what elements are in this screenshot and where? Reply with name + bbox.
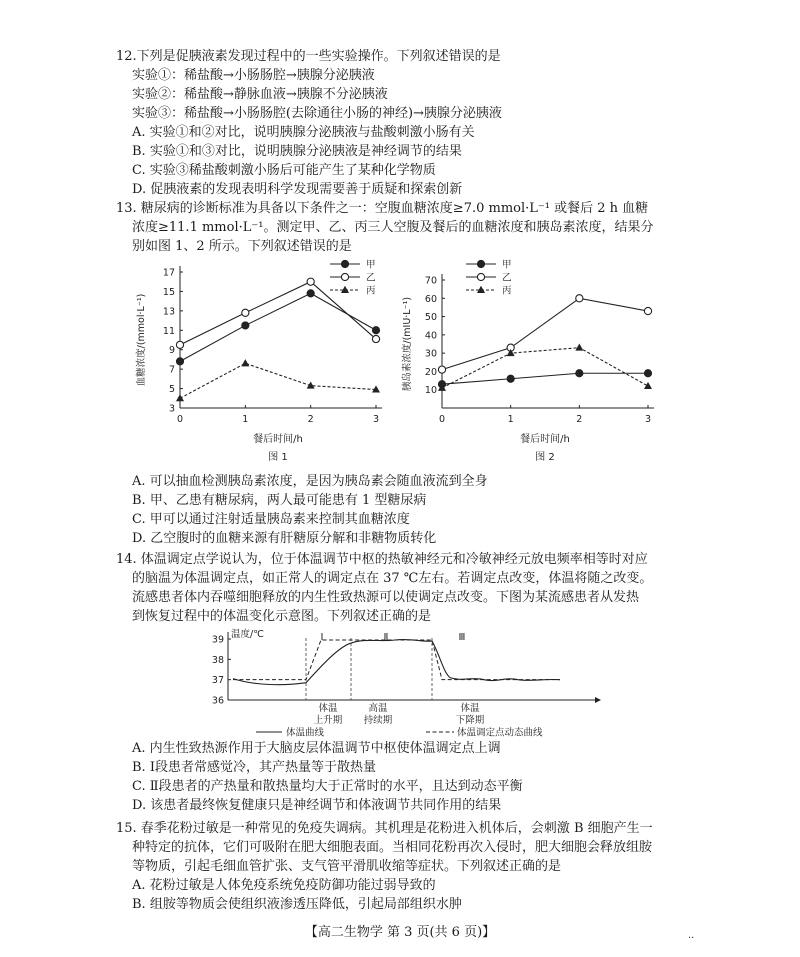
legend-label-1: 甲 — [502, 259, 512, 271]
data-point-2-1 — [176, 341, 183, 348]
data-point-2-3 — [307, 278, 314, 285]
x-tick-label: 2 — [576, 414, 583, 425]
y-tick-label: 30 — [424, 348, 437, 360]
y-axis-label: 温度/℃ — [231, 629, 264, 640]
data-point-1-2 — [507, 375, 514, 382]
q14-stem-line-4: 到恢复过程中的体温变化示意图。下列叙述正确的是 — [132, 609, 432, 624]
q14-stem-line-1: 14. 体温调定点学说认为，位于体温调节中枢的热敏神经元和冷敏神经元放电频率相等时对应 — [116, 552, 648, 567]
legend-label-3: 丙 — [366, 285, 376, 297]
q13-option-c: C. 甲可以通过注射适量胰岛素来控制其血糖浓度 — [132, 512, 410, 527]
q14-option-a: A. 内生性致热源作用于大脑皮层体温调节中枢使体温调定点上调 — [132, 741, 501, 756]
data-point-1-4 — [644, 370, 651, 377]
x-axis-label: 餐后时间/h — [520, 434, 570, 445]
body-temperature-curve — [233, 639, 560, 684]
legend-marker-3 — [341, 286, 349, 293]
legend-label-1: 甲 — [366, 259, 376, 271]
legend-label-2: 乙 — [366, 272, 376, 284]
y-tick-label: 70 — [424, 275, 437, 287]
corner-mark: .. — [688, 930, 695, 941]
chart-title: 图 2 — [535, 452, 555, 463]
phase-label-3-line-2: 下降期 — [455, 715, 485, 726]
phase-label-2-line-1: 高温 — [368, 703, 388, 714]
y-tick-label: 40 — [424, 330, 437, 342]
phase-label-1-line-2: 上升期 — [313, 715, 343, 726]
legend-label-1: 体温曲线 — [286, 727, 325, 739]
data-point-1-4 — [372, 327, 379, 334]
x-tick-label: 3 — [372, 414, 380, 425]
data-point-3-2 — [241, 359, 249, 366]
q12-experiment-1: 实验①：稀盐酸→小肠肠腔→胰腺分泌胰液 — [132, 68, 375, 83]
q13-stem-line-3: 别如图 1、2 所示。下列叙述错误的是 — [132, 239, 352, 254]
legend-marker-2 — [477, 273, 484, 280]
q14-option-c: C. Ⅱ段患者的产热量和散热量均大于正常时的水平，且达到动态平衡 — [132, 779, 523, 794]
legend-label-2: 体温调定点动态曲线 — [457, 727, 543, 739]
x-tick-label: 3 — [644, 414, 652, 425]
q12-stem: 12.下列是促胰液素发现过程中的一些实验操作。下列叙述错误的是 — [116, 49, 501, 64]
q12-option-c: C. 实验③稀盐酸刺激小肠后可能产生了某种化学物质 — [132, 163, 436, 178]
stage-label-1: Ⅰ — [320, 632, 324, 643]
legend-marker-2 — [341, 273, 348, 280]
q13-option-a: A. 可以抽血检测胰岛素浓度，是因为胰岛素会随血液流到全身 — [132, 474, 488, 489]
phase-label-1-line-1: 体温 — [318, 703, 338, 714]
legend-marker-3 — [477, 286, 485, 293]
q13-stem-line-1: 13. 糖尿病的诊断标准为具备以下条件之一：空腹血糖浓度≥7.0 mmol·L⁻¹ 或餐后 2 h 血糖 — [116, 201, 649, 216]
series-line-2 — [442, 298, 648, 369]
y-tick-label: 36 — [211, 695, 224, 707]
x-tick-label: 1 — [507, 414, 514, 425]
legend-label-3: 丙 — [502, 285, 512, 297]
y-tick-label: 10 — [424, 385, 437, 397]
series-line-3 — [180, 363, 376, 398]
data-point-2-3 — [576, 295, 583, 302]
q15-option-b: B. 组胺等物质会使组织液渗透压降低，引起局部组织水肿 — [132, 897, 462, 912]
setpoint-curve — [233, 640, 560, 680]
y-tick-label: 38 — [211, 654, 224, 666]
q15-stem-line-3: 等物质，引起毛细血管扩张、支气管平滑肌收缩等症状。下列叙述正确的是 — [132, 859, 562, 874]
legend-marker-1 — [477, 260, 484, 267]
x-tick-label: 2 — [307, 414, 314, 425]
page-footer: 【高二生物学 第 3 页(共 6 页)】 — [304, 925, 496, 940]
legend-label-2: 乙 — [502, 272, 512, 284]
y-tick-label: 37 — [211, 675, 224, 687]
data-point-3-3 — [575, 343, 583, 350]
y-tick-label: 11 — [162, 325, 175, 337]
q13-option-b: B. 甲、乙患有糖尿病，两人最可能患有 1 型糖尿病 — [132, 493, 427, 508]
phase-label-3-line-1: 体温 — [460, 703, 480, 714]
data-point-3-4 — [644, 382, 652, 389]
data-point-2-4 — [644, 307, 651, 314]
y-tick-label: 9 — [168, 345, 175, 357]
q14-option-b: B. Ⅰ段患者常感觉冷，其产热量等于散热量 — [132, 760, 376, 775]
x-tick-label: 1 — [242, 414, 249, 425]
figure-1-blood-glucose-chart — [130, 256, 400, 471]
data-point-2-2 — [242, 309, 249, 316]
figure-2-insulin-chart — [400, 256, 670, 471]
stage-label-2: Ⅱ — [383, 632, 389, 643]
phase-label-2-line-2: 持续期 — [363, 715, 393, 726]
q12-option-d: D. 促胰液素的发现表明科学发现需要善于质疑和探索创新 — [132, 182, 463, 197]
y-axis-label: 血糖浓度/(mmol·L⁻¹) — [136, 293, 147, 387]
y-tick-label: 13 — [162, 306, 175, 318]
q14-stem-line-3: 流感患者体内吞噬细胞释放的内生性致热源可以使调定点改变。下图为某流感患者从发热 — [132, 590, 640, 605]
y-tick-label: 20 — [424, 366, 437, 378]
data-point-1-3 — [307, 290, 314, 297]
q12-option-b: B. 实验①和③对比，说明胰腺分泌胰液是神经调节的结果 — [132, 144, 462, 159]
data-point-3-1 — [176, 394, 184, 401]
y-tick-label: 15 — [162, 286, 175, 298]
data-point-2-1 — [438, 366, 445, 373]
x-tick-label: 0 — [176, 414, 184, 425]
legend-marker-1 — [341, 260, 348, 267]
x-axis-label: 餐后时间/h — [253, 434, 303, 445]
y-tick-label: 5 — [168, 384, 175, 396]
stage-label-3: Ⅲ — [458, 632, 466, 643]
q12-option-a: A. 实验①和②对比，说明胰腺分泌胰液与盐酸刺激小肠有关 — [132, 125, 475, 140]
body-temperature-chart — [200, 624, 620, 740]
y-tick-label: 17 — [162, 267, 175, 279]
q14-stem-line-2: 的脑温为体温调定点，如正常人的调定点在 37 ℃左右。若调定点改变，体温将随之改变。 — [132, 571, 653, 586]
q15-stem-line-1: 15. 春季花粉过敏是一种常见的免疫失调病。其机理是花粉进入机体后，会刺激 B 细胞产生一 — [116, 821, 653, 836]
y-tick-label: 7 — [168, 364, 175, 376]
data-point-1-3 — [576, 370, 583, 377]
y-tick-label: 39 — [211, 634, 224, 646]
x-tick-label: 0 — [438, 414, 446, 425]
q13-option-d: D. 乙空腹时的血糖来源有肝糖原分解和非糖物质转化 — [132, 531, 437, 546]
q14-option-d: D. 该患者最终恢复健康只是神经调节和体液调节共同作用的结果 — [132, 798, 502, 813]
y-axis-label: 胰岛素浓度/(mIU·L⁻¹) — [402, 296, 413, 392]
data-point-1-1 — [176, 358, 183, 365]
y-tick-label: 50 — [424, 312, 437, 324]
q12-experiment-2: 实验②：稀盐酸→静脉血液→胰腺不分泌胰液 — [132, 87, 388, 102]
y-tick-label: 60 — [424, 293, 437, 305]
data-point-1-2 — [242, 322, 249, 329]
q15-stem-line-2: 种特定的抗体，它们可吸附在肥大细胞表面。当相同花粉再次入侵时，肥大细胞会释放组胺 — [132, 840, 653, 855]
data-point-2-4 — [372, 335, 379, 342]
series-line-1 — [442, 373, 648, 384]
series-line-1 — [180, 293, 376, 361]
y-tick-label: 3 — [168, 403, 175, 415]
chart-title: 图 1 — [268, 452, 288, 463]
q15-option-a: A. 花粉过敏是人体免疫系统免疫防御功能过弱导致的 — [132, 878, 436, 893]
q13-stem-line-2: 浓度≥11.1 mmol·L⁻¹。测定甲、乙、丙三人空腹及餐后的血糖浓度和胰岛素浓度，结果分 — [132, 220, 654, 235]
x-axis-arrow — [595, 697, 601, 703]
q12-experiment-3: 实验③：稀盐酸→小肠肠腔(去除通往小肠的神经)→胰腺分泌胰液 — [132, 106, 502, 121]
